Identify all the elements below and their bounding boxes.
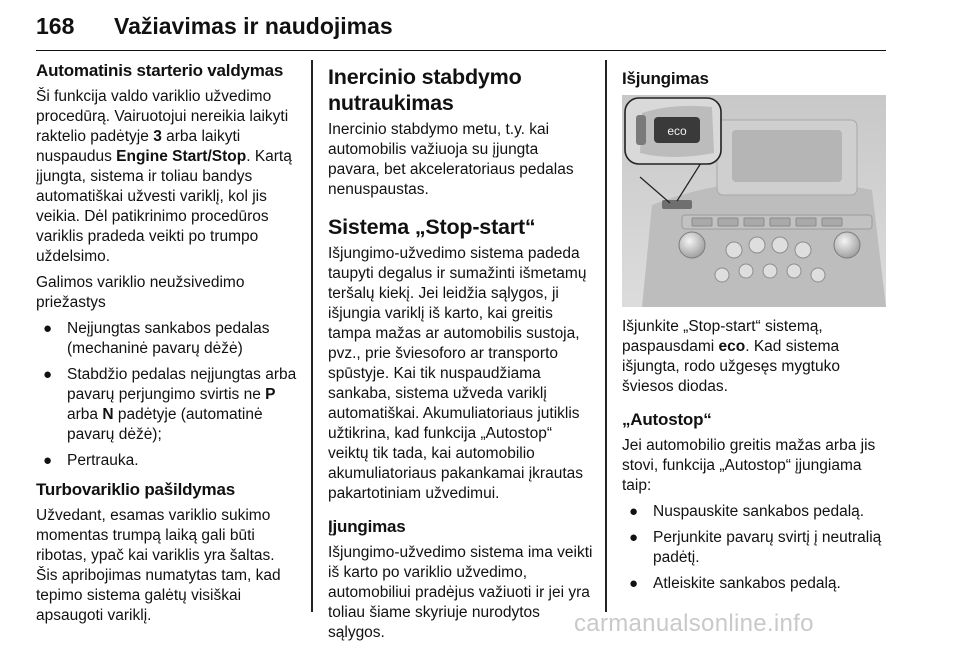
paragraph-inertia: Inercinio stabdymo metu, t.y. kai automobilis važiuoja su įjungta pavara, bet akceleratoriaus pedalas nenuspaustas. [328, 121, 574, 198]
list-item: ● Pertrauka. [43, 452, 139, 469]
heading-turbo-warmup: Turbovariklio pašildymas [36, 480, 235, 499]
paragraph-failure-causes: Galimos variklio neužsivedimo priežastys [36, 274, 245, 311]
paragraph-activation: Išjungimo-užvedimo sistema ima veikti iš karto po variklio užvedimo, automobiliui pradėjus važiuoti ir jei yra toliau šiame skyriuje nurodytos sąlygos. [328, 544, 593, 641]
page-header [36, 6, 886, 46]
heading-automatic-starter: Automatinis starterio valdymas [36, 61, 284, 80]
header-divider [36, 50, 886, 51]
paragraph-stop-start: Išjungimo-užvedimo sistema padeda taupyti degalus ir sumažinti išmetamų teršalų kiekį. Jei leidžia sąlygos, ji išjungia variklį iš karto, kai greitis tampa mažas ar automobilis sustoja, pvz., prie šviesoforo ar transporto spūstyje. Kai tik nuspaudžiama sankaba, sistema užveda variklį automatiškai. Akumuliatoriaus jutiklis užtikrina, kad funkcija „Autostop“ veiktų tik tada, kai automobilio akumuliatoriaus pakankamai įkrautas pakartotiniam užvedimui. [328, 245, 587, 502]
heading-stop-start: Sistema „Stop-start“ [328, 215, 536, 239]
heading-deactivation: Išjungimas [622, 69, 709, 88]
list-item: ● Perjunkite pavarų svirtį į neutralią padėtį. [629, 529, 882, 566]
paragraph-deactivation: Išjunkite „Stop-start“ sistemą, paspausdami eco. Kad sistema išjungta, rodo užgesęs mygtuko šviesos diodas. [622, 318, 840, 395]
eco-button-label: eco [667, 124, 687, 138]
page-number: 168 [36, 13, 75, 39]
list-item: ● Nuspauskite sankabos pedalą. [629, 503, 865, 520]
heading-autostop: „Autostop“ [622, 410, 712, 429]
heading-activation: Įjungimas [328, 517, 406, 536]
chapter-title: Važiavimas ir naudojimas [114, 13, 393, 39]
paragraph-turbo: Užvedant, esamas variklio sukimo momentas trumpą laiką gali būti ribotas, ypač kai variklis yra šaltas. Šis apribojimas numatytas tam, kad tepimo sistema galėtų visiškai apsaugoti variklį. [36, 507, 281, 624]
heading-inertia-braking: Inercinio stabdymo nutraukimas [328, 65, 522, 115]
eco-button-illustration [622, 95, 886, 307]
column-divider-2 [605, 60, 607, 612]
column-2 [328, 60, 594, 649]
list-item: ● Neįjungtas sankabos pedalas (mechaninė pavarų dėžė) [43, 320, 270, 357]
column-1 [36, 60, 300, 632]
list-item: ● Atleiskite sankabos pedalą. [629, 575, 841, 592]
failure-causes-list [36, 319, 300, 471]
paragraph-starter: Ši funkcija valdo variklio užvedimo procedūrą. Vairuotojui nereikia laikyti raktelio padėtyje 3 arba laikyti nuspaudus Engine Start/Stop. Kartą įjungta, sistema ir toliau bandys automatiškai užvesti variklį, kol jis veikia. Dėl patikrinimo procedūros variklis pradeda veikti po trumpo uždelsimo. [36, 88, 292, 265]
paragraph-autostop: Jei automobilio greitis mažas arba jis stovi, funkcija „Autostop“ įjungiama taip: [622, 437, 876, 494]
list-item: ● Stabdžio pedalas neįjungtas arba pavarų perjungimo svirtis ne P arba N padėtyje (automatinė pavarų dėžė); [43, 366, 297, 443]
column-3 [622, 60, 890, 600]
column-divider-1 [311, 60, 313, 612]
watermark: carmanualsonline.info [574, 610, 814, 637]
autostop-steps-list [622, 502, 890, 594]
